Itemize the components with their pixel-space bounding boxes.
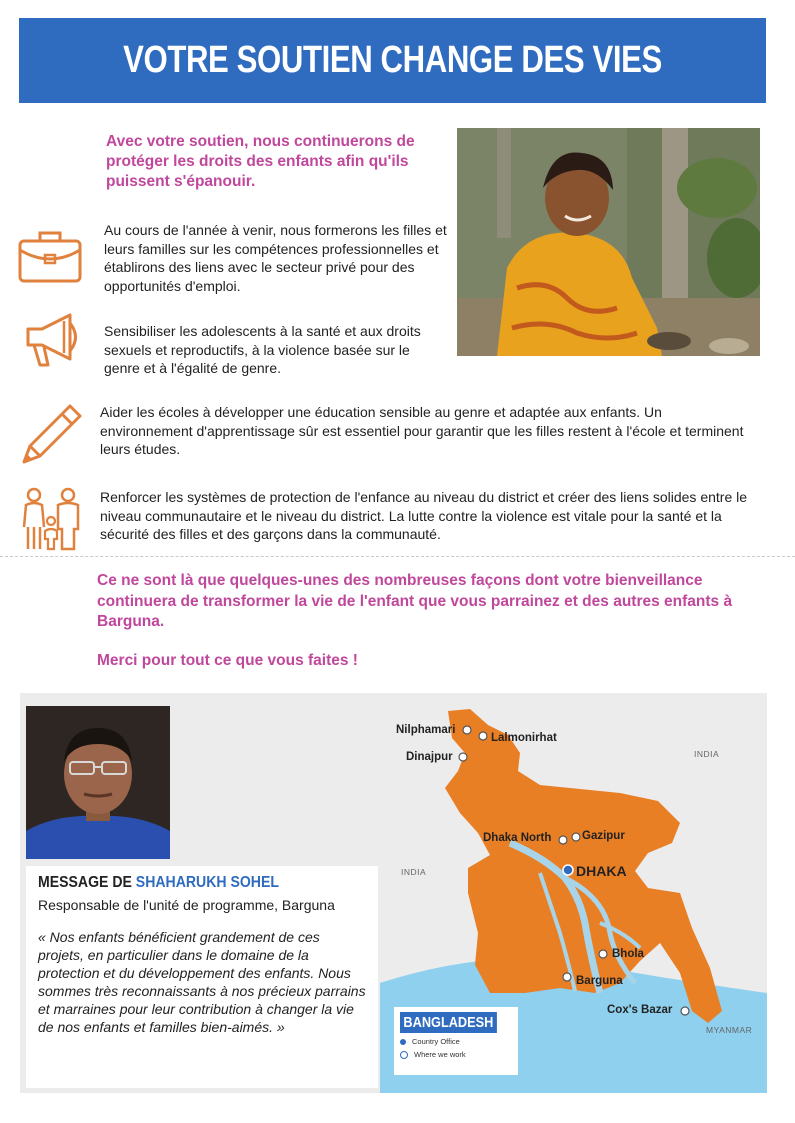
legend-country-office xyxy=(400,1037,512,1046)
item-pencil-text: Aider les écoles à développer une éducation sensible au genre et adaptée aux enfants. Un environnement d'apprentissage sûr est essentiel pour garantir que les filles restent à l'école et terminent leurs études. xyxy=(100,404,744,457)
item-family-text: Renforcer les systèmes de protection de l'enfance au niveau du district et créer des liens solides entre le niveau communautaire et le niveau du district. La lutte contre la violence est vitale pour la santé et la sécurité des filles et des garçons dans la communauté. xyxy=(100,489,748,542)
map-label-dhaka-north: Dhaka North xyxy=(483,832,552,844)
legend-where-we-work xyxy=(400,1050,512,1059)
map-label-dinajpur: Dinajpur xyxy=(406,751,453,763)
map-label-barguna: Barguna xyxy=(576,975,623,987)
message-title xyxy=(38,874,327,892)
country-office-dot-icon xyxy=(400,1039,406,1045)
child-photo-illustration xyxy=(457,128,760,356)
message-title-prefix: MESSAGE DE xyxy=(38,874,136,891)
pencil-icon xyxy=(18,402,84,468)
intro-text: Avec votre soutien, nous continuerons de protéger les droits des enfants afin qu'ils puissent s'épanouir. xyxy=(106,133,415,190)
map-country-india-east: INDIA xyxy=(694,749,720,759)
page-title: VOTRE SOUTIEN CHANGE DES VIES xyxy=(123,39,662,81)
map-label-coxs-bazar: Cox's Bazar xyxy=(607,1004,673,1016)
map-label-dhaka: DHAKA xyxy=(576,863,627,879)
map-country-india-west: INDIA xyxy=(401,867,427,877)
briefcase-icon xyxy=(17,228,83,284)
portrait-photo xyxy=(26,706,170,859)
item-briefcase-text: Au cours de l'année à venir, nous formerons les filles et leurs familles sur les compétences professionnelles et établirons des liens avec le secteur privé pour des opportunités d'emploi. xyxy=(104,222,447,294)
map-label-bhola: Bhola xyxy=(612,948,644,960)
legend-where-we-work-label: Where we work xyxy=(414,1050,466,1059)
section-divider xyxy=(0,556,795,557)
where-we-work-circle-icon xyxy=(400,1051,408,1059)
portrait-illustration xyxy=(26,706,170,859)
map-label-lalmonirhat: Lalmonirhat xyxy=(491,732,557,744)
item-megaphone-text: Sensibiliser les adolescents à la santé et aux droits sexuels et reproductifs, à la violence basée sur le genre et à l'égalité de genre. xyxy=(104,323,421,376)
map-label-nilphamari: Nilphamari xyxy=(396,724,456,736)
message-author-role: Responsable de l'unité de programme, Barguna xyxy=(38,897,335,913)
legend-country-office-label: Country Office xyxy=(412,1037,460,1046)
closing-text: Ce ne sont là que quelques-unes des nombreuses façons dont votre bienveillance continuera de transformer la vie de l'enfant que vous parrainez et des autres enfants à Barguna. xyxy=(97,572,733,630)
legend-title: BANGLADESH xyxy=(400,1012,497,1033)
megaphone-icon xyxy=(20,309,84,369)
map-label-gazipur: Gazipur xyxy=(582,830,625,842)
map-legend xyxy=(394,1007,518,1075)
thanks-text: Merci pour tout ce que vous faites ! xyxy=(97,652,358,669)
child-photo xyxy=(457,128,760,356)
family-icon xyxy=(18,487,84,553)
message-quote: « Nos enfants bénéficient grandement de ces projets, en particulier dans le domaine de la protection et du développement des enfants. Nous sommes très reconnaissants à nos précieux parrains et marraines pour leur contribution à changer la vie de nos enfants et familles bien-aimés. » xyxy=(38,929,366,1035)
map-country-myanmar: MYANMAR xyxy=(706,1025,753,1035)
message-card xyxy=(26,866,378,1088)
message-author-name: SHAHARUKH SOHEL xyxy=(135,874,279,891)
header-banner xyxy=(19,18,766,103)
